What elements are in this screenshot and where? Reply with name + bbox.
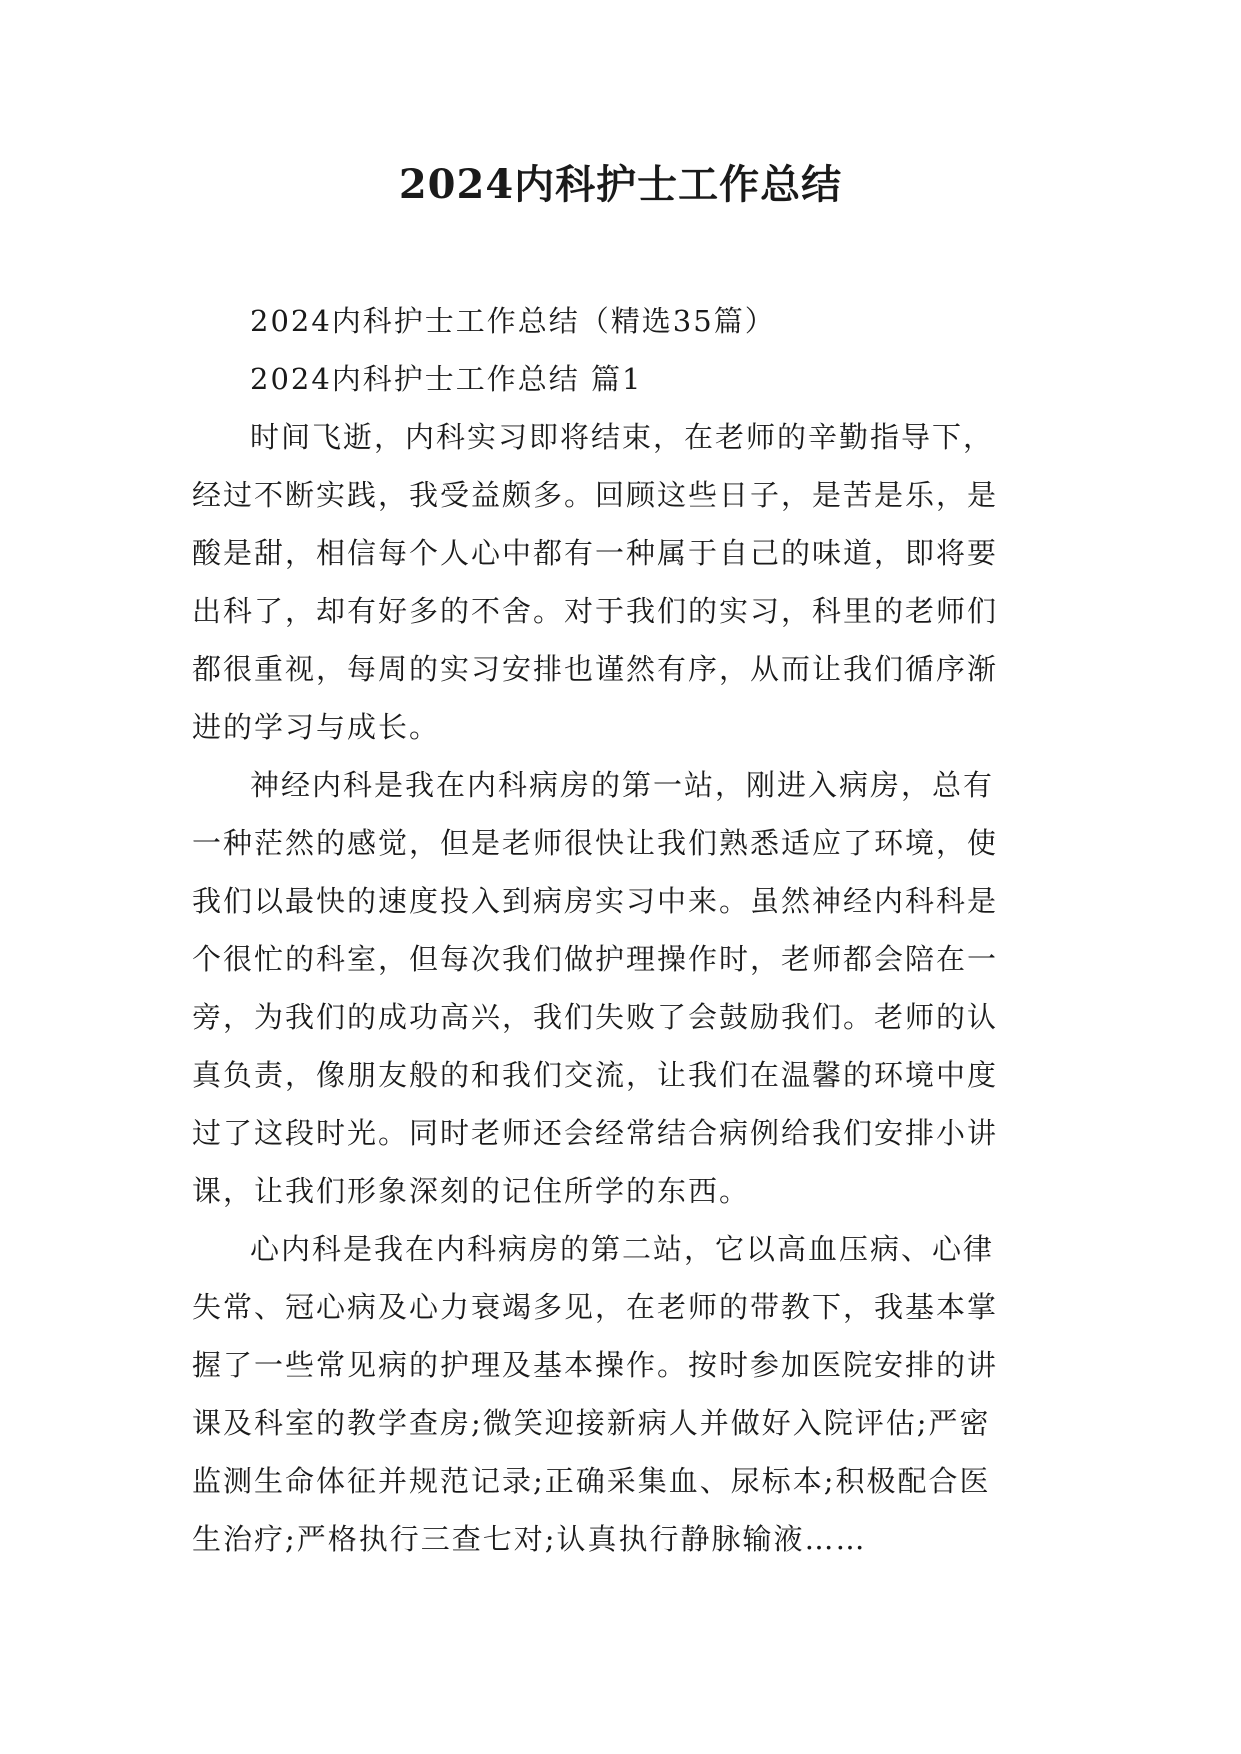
paragraph-1-line: 经过不断实践，我受益颇多。回顾这些日子，是苦是乐，是: [192, 478, 999, 512]
paragraph-2-line: 一种茫然的感觉，但是老师很快让我们熟悉适应了环境，使: [192, 826, 999, 860]
subtitle-line: 2024内科护士工作总结（精选35篇）: [250, 304, 776, 338]
paragraph-2-line: 过了这段时光。同时老师还会经常结合病例给我们安排小讲: [192, 1116, 999, 1150]
paragraph-2-line: 神经内科是我在内科病房的第一站，刚进入病房，总有: [250, 768, 995, 802]
paragraph-2-line: 课，让我们形象深刻的记住所学的东西。: [192, 1174, 751, 1208]
paragraph-2-line: 旁，为我们的成功高兴，我们失败了会鼓励我们。老师的认: [192, 1000, 999, 1034]
paragraph-1-line: 出科了，却有好多的不舍。对于我们的实习，科里的老师们: [192, 594, 999, 628]
paragraph-1-line: 都很重视，每周的实习安排也谨然有序，从而让我们循序渐: [192, 652, 999, 686]
paragraph-2-line: 我们以最快的速度投入到病房实习中来。虽然神经内科科是: [192, 884, 999, 918]
paragraph-3-line: 心内科是我在内科病房的第二站，它以高血压病、心律: [250, 1232, 995, 1266]
paragraph-3-line: 课及科室的教学查房;微笑迎接新病人并做好入院评估;严密: [192, 1406, 991, 1440]
document-body: [192, 292, 1052, 1568]
paragraph-3-line: 生治疗;严格执行三查七对;认真执行静脉输液……: [192, 1522, 867, 1556]
paragraph-1-line: 进的学习与成长。: [192, 710, 441, 744]
paragraph-3-line: 握了一些常见病的护理及基本操作。按时参加医院安排的讲: [192, 1348, 999, 1382]
paragraph-2-line: 真负责，像朋友般的和我们交流，让我们在温馨的环境中度: [192, 1058, 999, 1092]
document-title: 2024内科护士工作总结: [398, 161, 843, 208]
paragraph-1-line: 酸是甜，相信每个人心中都有一种属于自己的味道，即将要: [192, 536, 999, 570]
paragraph-3-line: 监测生命体征并规范记录;正确采集血、尿标本;积极配合医: [192, 1464, 991, 1498]
paragraph-3-line: 失常、冠心病及心力衰竭多见，在老师的带教下，我基本掌: [192, 1290, 999, 1324]
paragraph-1-line: 时间飞逝，内科实习即将结束，在老师的辛勤指导下，: [250, 420, 995, 454]
paragraph-2-line: 个很忙的科室，但每次我们做护理操作时，老师都会陪在一: [192, 942, 999, 976]
section-heading: 2024内科护士工作总结 篇1: [250, 362, 643, 396]
